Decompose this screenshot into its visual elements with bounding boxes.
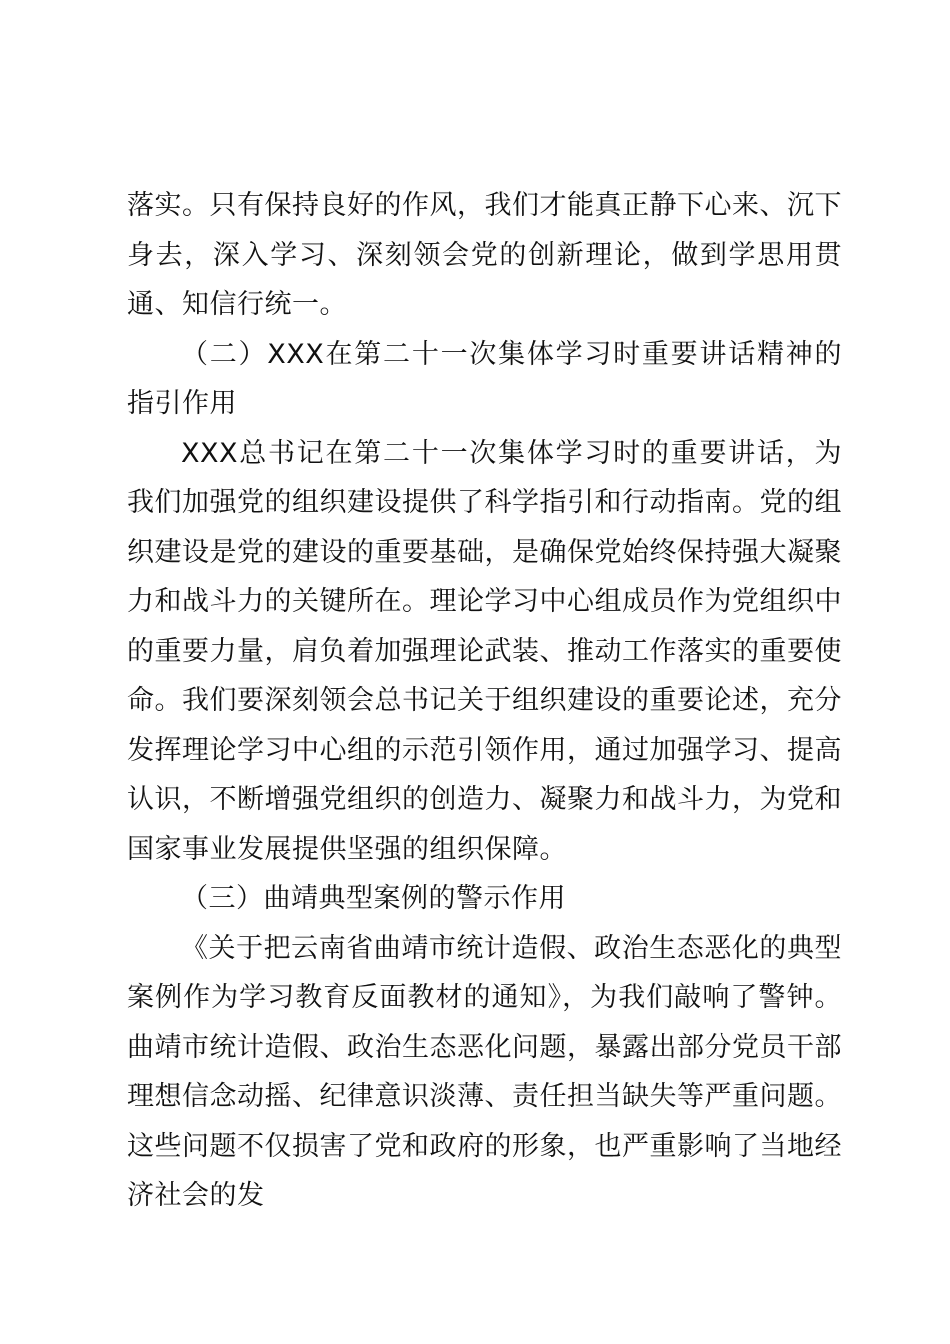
section-heading-2: （二）XXX在第二十一次集体学习时重要讲话精神的指引作用 (127, 338, 842, 419)
paragraph-section-3: 《关于把云南省曲靖市统计造假、政治生态恶化的典型案例作为学习教育反面教材的通知》，为我们敲响了警钟。曲靖市统计造假、政治生态恶化问题，暴露出部分党员干部理想信念动摇、纪律意识淡薄、责任担当缺失等严重问题。这些问题不仅损害了党和政府的形象，也严重影响了当地经济社会的发 (127, 932, 842, 1211)
document-body (127, 181, 842, 1221)
paragraph-continuation: 落实。只有保持良好的作风，我们才能真正静下心来、沉下身去，深入学习、深刻领会党的创新理论，做到学思用贯通、知信行统一。 (127, 190, 842, 320)
section-heading-3: （三）曲靖典型案例的警示作用 (181, 883, 566, 914)
paragraph-section-2: XXX总书记在第二十一次集体学习时的重要讲话，为我们加强党的组织建设提供了科学指引和行动指南。党的组织建设是党的建设的重要基础，是确保党始终保持强大凝聚力和战斗力的关键所在。理论学习中心组成员作为党组织中的重要力量，肩负着加强理论武装、推动工作落实的重要使命。我们要深刻领会总书记关于组织建设的重要论述，充分发挥理论学习中心组的示范引领作用，通过加强学习、提高认识，不断增强党组织的创造力、凝聚力和战斗力，为党和国家事业发展提供坚强的组织保障。 (127, 437, 842, 865)
